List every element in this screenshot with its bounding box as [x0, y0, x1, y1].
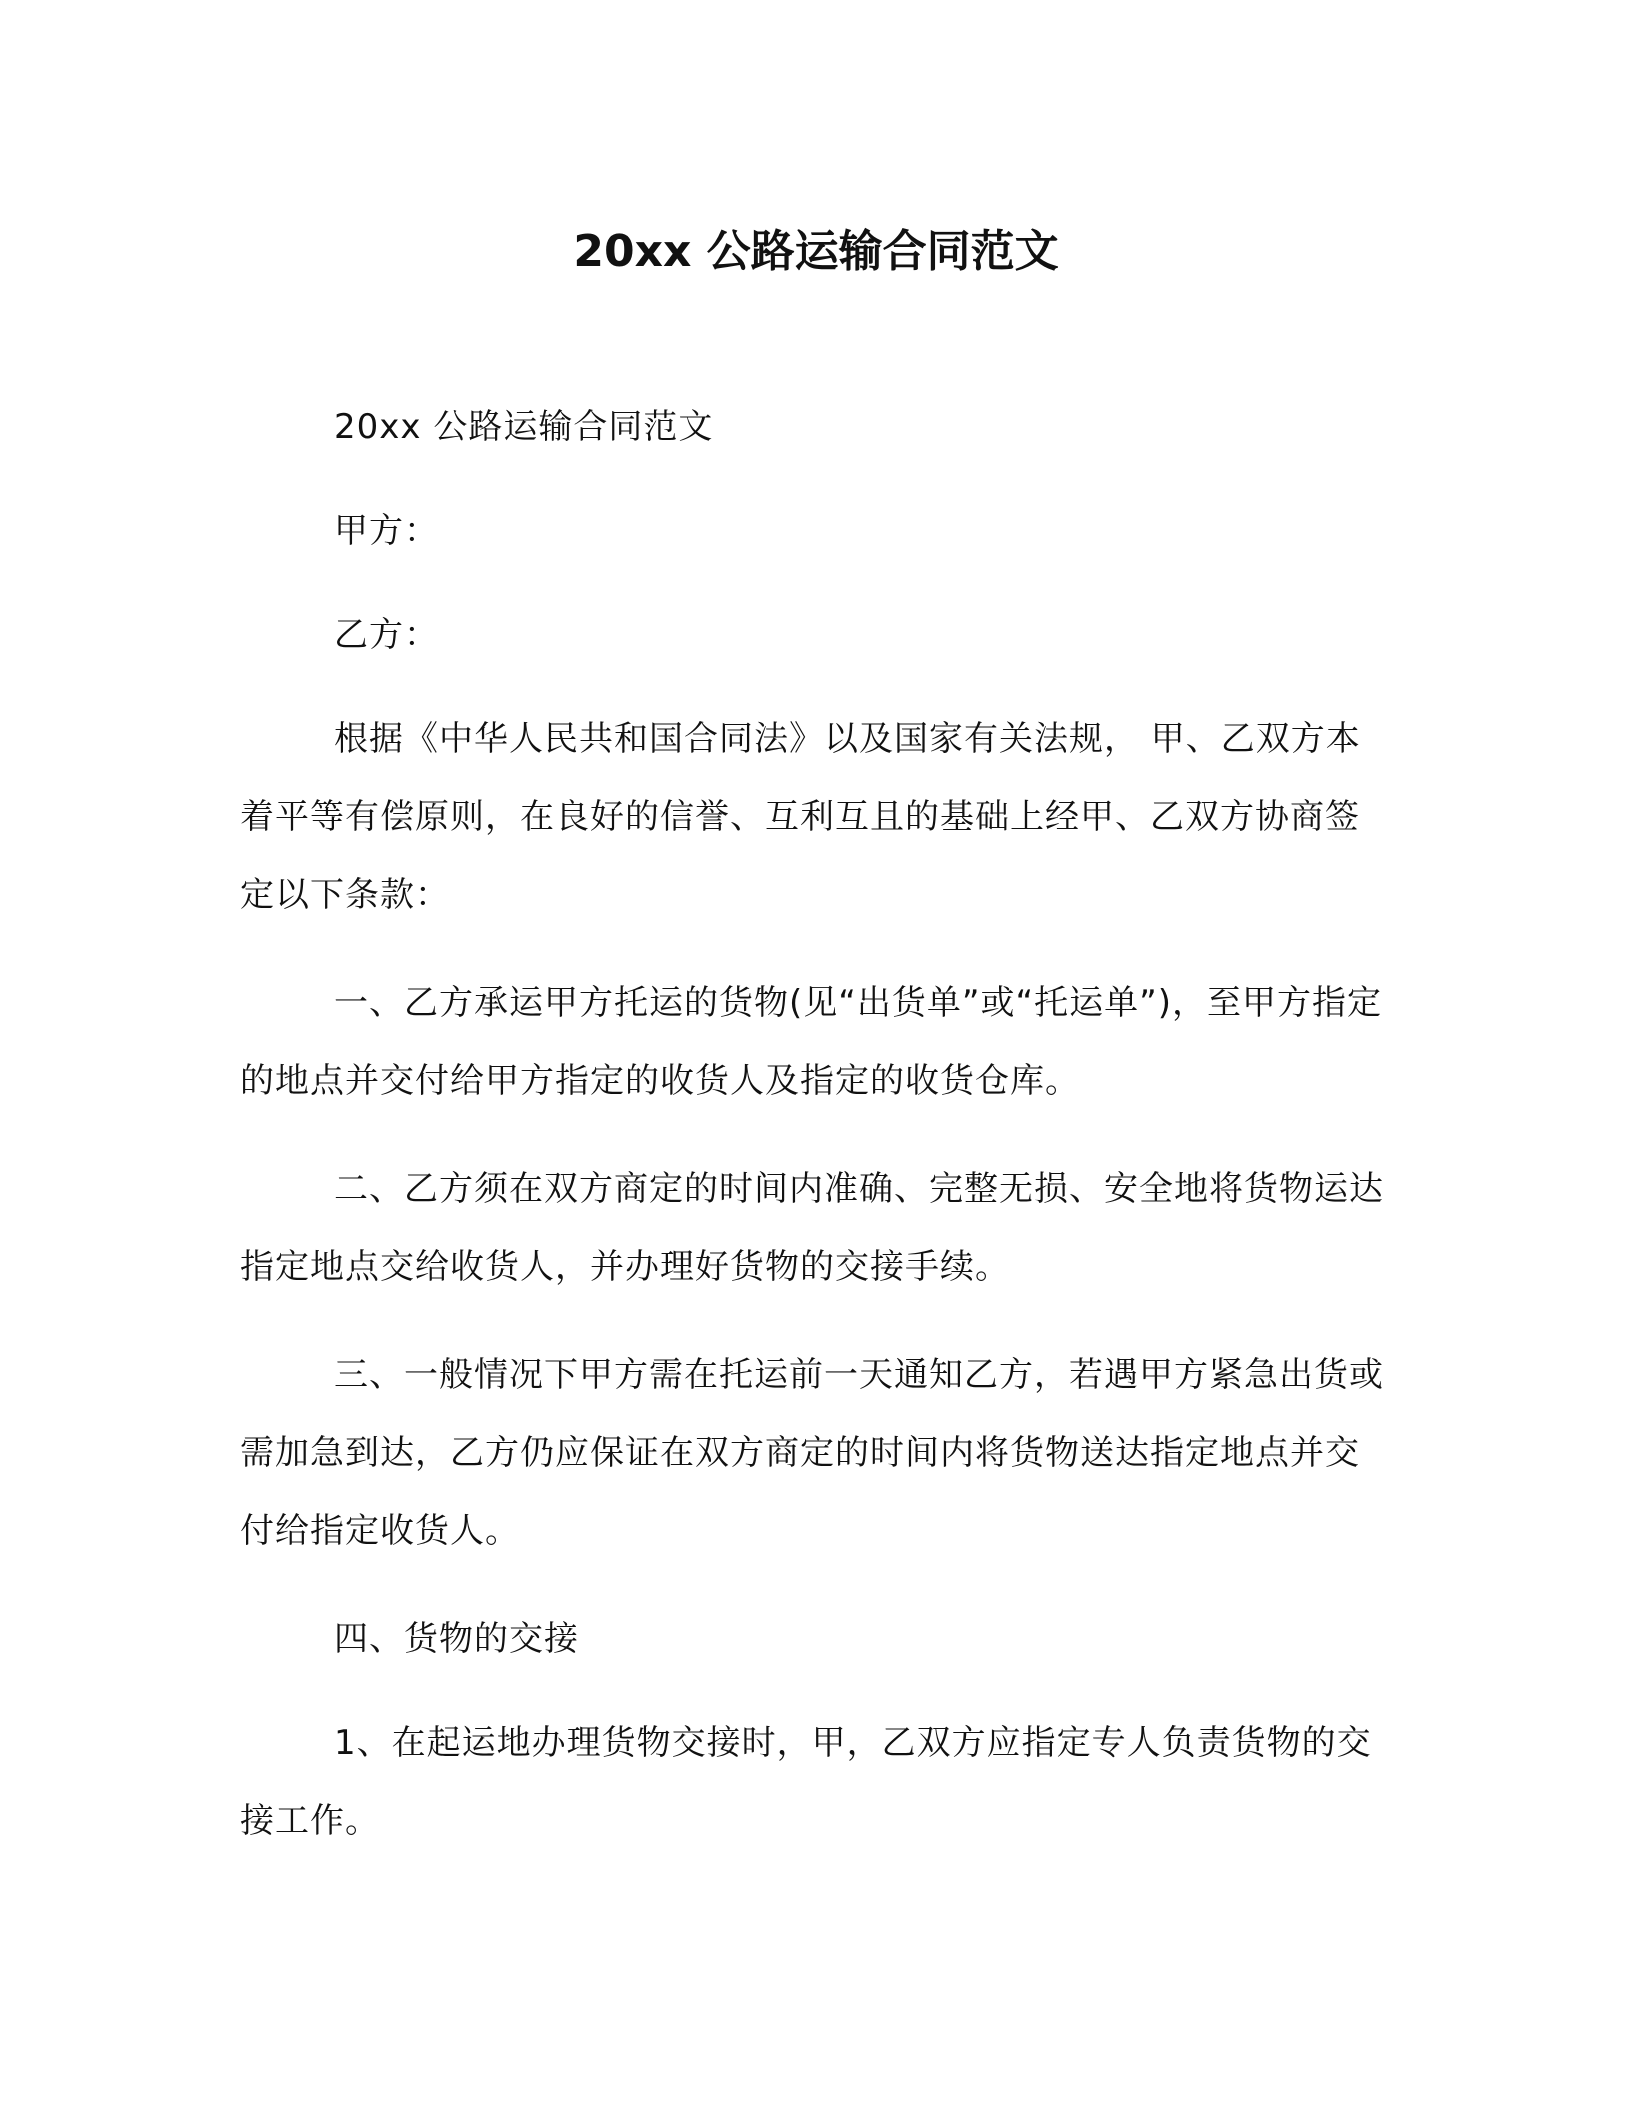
- document-body: [240, 388, 1390, 1890]
- clause-1-paragraph: 一、乙方承运甲方托运的货物(见“出货单”或“托运单”)，至甲方指定的地点并交付给甲方指定的收货人及指定的收货仓库。: [240, 983, 1382, 1101]
- document-title: 20xx 公路运输合同范文: [573, 226, 1059, 277]
- party-a-line: 甲方：: [334, 511, 439, 551]
- party-b-line: 乙方：: [334, 615, 439, 655]
- preamble-paragraph: 根据《中华人民共和国合同法》以及国家有关法规， 甲、乙双方本着平等有偿原则，在良好的信誉、互利互且的基础上经甲、乙双方协商签定以下条款：: [240, 719, 1361, 915]
- clause-4-heading: 四、货物的交接: [334, 1619, 579, 1659]
- clause-3-paragraph: 三、一般情况下甲方需在托运前一天通知乙方，若遇甲方紧急出货或需加急到达，乙方仍应保证在双方商定的时间内将货物送达指定地点并交付给指定收货人。: [240, 1355, 1384, 1551]
- subtitle-paragraph: 20xx 公路运输合同范文: [334, 407, 714, 447]
- clause-2-paragraph: 二、乙方须在双方商定的时间内准确、完整无损、安全地将货物运达指定地点交给收货人，并办理好货物的交接手续。: [240, 1169, 1384, 1287]
- clause-4-1-paragraph: 1、在起运地办理货物交接时，甲，乙双方应指定专人负责货物的交接工作。: [240, 1723, 1372, 1841]
